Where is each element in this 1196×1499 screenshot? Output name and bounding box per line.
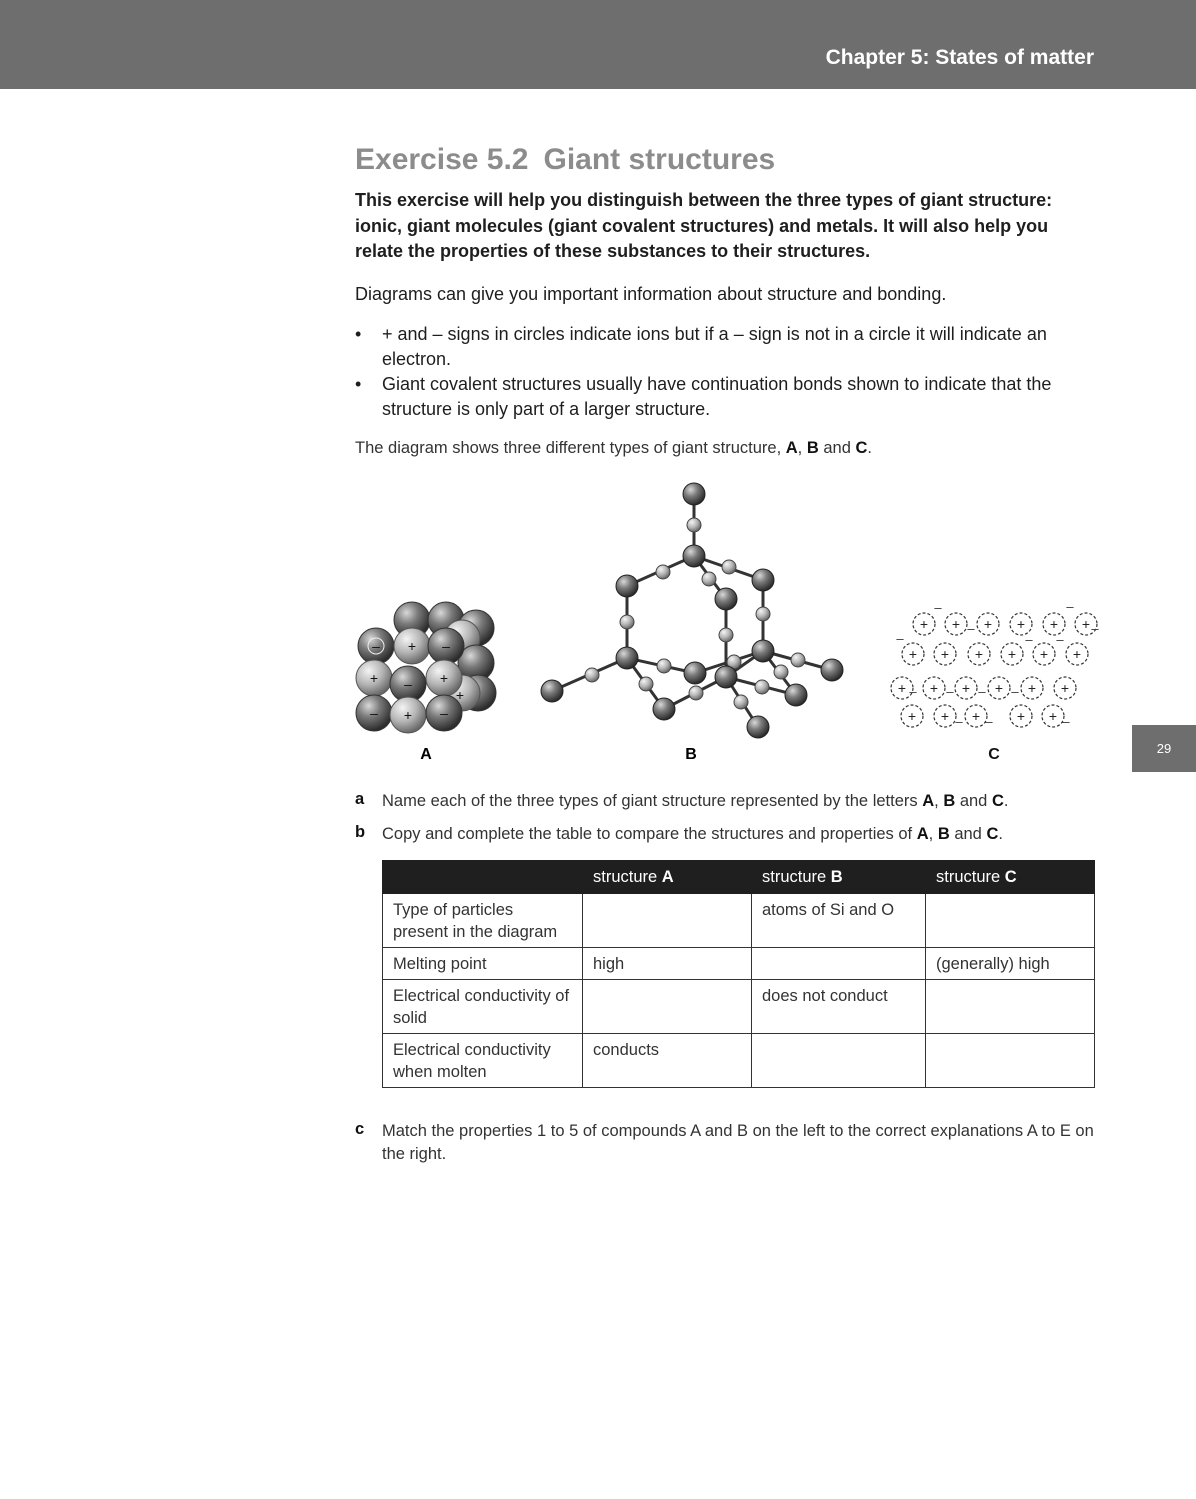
- table-header-row: [383, 861, 1095, 894]
- svg-text:+: +: [1007, 646, 1017, 662]
- table-cell: Type of particles present in the diagram: [383, 894, 583, 948]
- header-bar: [0, 0, 1196, 89]
- intro-paragraph: Diagrams can give you important information about structure and bonding.: [355, 284, 947, 304]
- svg-text:–: –: [1091, 621, 1099, 636]
- question-b: b Copy and complete the table to compare the structures and properties of A, B and C.: [355, 823, 1003, 843]
- table-header-cell: structure C: [926, 861, 1095, 894]
- svg-text:+: +: [1016, 708, 1026, 724]
- svg-text:+: +: [1048, 708, 1058, 724]
- exercise-name: Giant structures: [543, 143, 776, 176]
- svg-text:+: +: [940, 646, 950, 662]
- svg-text:+: +: [951, 616, 961, 632]
- svg-text:–: –: [955, 714, 963, 729]
- table-cell: Electrical conductivity of solid: [383, 980, 583, 1034]
- svg-text:–: –: [909, 684, 917, 699]
- svg-text:–: –: [1066, 599, 1074, 614]
- table-cell: [583, 894, 752, 948]
- table-cell: Melting point: [383, 948, 583, 980]
- svg-text:–: –: [985, 714, 993, 729]
- exercise-title: [355, 143, 775, 177]
- svg-text:+: +: [907, 708, 917, 724]
- bullet-list: [355, 322, 1095, 422]
- svg-text:+: +: [897, 680, 907, 696]
- svg-text:+: +: [994, 680, 1004, 696]
- ion-plus-icon: +: [407, 638, 417, 654]
- label-b: B: [685, 746, 697, 763]
- table-cell: [926, 1034, 1095, 1088]
- chapter-title: Chapter 5: States of matter: [825, 46, 1094, 69]
- comparison-table: [382, 860, 1095, 1088]
- diagram-caption: The diagram shows three different types of giant structure, A, B and C.: [355, 439, 872, 457]
- table-cell: [752, 1034, 926, 1088]
- ion-plus-icon: +: [369, 670, 379, 686]
- ion-plus-icon: +: [455, 687, 465, 703]
- giant-structures-diagram: [340, 478, 1110, 768]
- label-c: C: [988, 746, 1000, 763]
- table-header-cell: [383, 861, 583, 894]
- table-cell: [926, 980, 1095, 1034]
- svg-text:+: +: [908, 646, 918, 662]
- bullet-dot-icon: •: [355, 324, 362, 344]
- table-cell: conducts: [583, 1034, 752, 1088]
- svg-text:–: –: [1011, 684, 1019, 699]
- svg-text:–: –: [978, 684, 986, 699]
- svg-text:–: –: [896, 631, 904, 646]
- ion-minus-icon: –: [404, 676, 412, 692]
- svg-text:+: +: [1081, 616, 1091, 632]
- svg-text:–: –: [934, 600, 942, 615]
- table-cell: [752, 948, 926, 980]
- table-cell: Electrical conductivity when molten: [383, 1034, 583, 1088]
- page-number-tab: 29: [1132, 725, 1196, 772]
- table-header-cell: structure A: [583, 861, 752, 894]
- table-cell: does not conduct: [752, 980, 926, 1034]
- ion-minus-icon: –: [370, 705, 378, 721]
- table-row: [383, 948, 1095, 980]
- structure-b-atoms: [541, 483, 843, 763]
- svg-text:+: +: [1049, 616, 1059, 632]
- label-a: A: [420, 746, 432, 763]
- svg-text:–: –: [946, 684, 954, 699]
- bullet-item: • + and – signs in circles indicate ions but if a – sign is not in a circle it will indicate an electron.: [355, 324, 1047, 369]
- svg-text:+: +: [919, 616, 929, 632]
- bullet-dot-icon: •: [355, 374, 362, 394]
- ion-minus-icon: –: [442, 638, 450, 654]
- exercise-intro: This exercise will help you distinguish between the three types of giant structure: ionic, giant molecules (giant covalent structures) and metals. It will also help you relate the properties of these substances to their structures.: [355, 190, 1053, 261]
- svg-text:+: +: [1039, 646, 1049, 662]
- structure-c-metallic-lattice: [891, 599, 1099, 763]
- svg-text:+: +: [1072, 646, 1082, 662]
- table-cell: (generally) high: [926, 948, 1095, 980]
- svg-text:+: +: [940, 708, 950, 724]
- bullet-item: • Giant covalent structures usually have continuation bonds shown to indicate that the structure is only part of a larger structure.: [355, 374, 1052, 419]
- table-row: [383, 1034, 1095, 1088]
- ion-plus-icon: +: [403, 707, 413, 723]
- question-a: a Name each of the three types of giant structure represented by the letters A, B and C.: [355, 790, 1009, 810]
- table-row: [383, 894, 1095, 948]
- svg-text:–: –: [1025, 632, 1033, 647]
- svg-text:+: +: [983, 616, 993, 632]
- svg-text:–: –: [1056, 632, 1064, 647]
- table-row: [383, 980, 1095, 1034]
- svg-text:–: –: [1062, 714, 1070, 729]
- ion-minus-icon: –: [372, 638, 380, 654]
- structure-a-ionic-lattice: [356, 602, 496, 763]
- table-cell: [583, 980, 752, 1034]
- table-cell: high: [583, 948, 752, 980]
- ion-plus-icon: +: [439, 670, 449, 686]
- ion-minus-icon: –: [440, 705, 448, 721]
- svg-text:+: +: [929, 680, 939, 696]
- table-header-cell: structure B: [752, 861, 926, 894]
- svg-text:–: –: [967, 621, 975, 636]
- svg-text:+: +: [1027, 680, 1037, 696]
- table-cell: atoms of Si and O: [752, 894, 926, 948]
- svg-text:+: +: [974, 646, 984, 662]
- svg-text:+: +: [1060, 680, 1070, 696]
- exercise-number: Exercise 5.2: [355, 143, 529, 176]
- table-cell: [926, 894, 1095, 948]
- svg-text:+: +: [971, 708, 981, 724]
- question-c: c Match the properties 1 to 5 of compounds A and B on the left to the correct explanations A to E on the right.: [355, 1120, 1094, 1163]
- svg-text:+: +: [1016, 616, 1026, 632]
- svg-text:+: +: [961, 680, 971, 696]
